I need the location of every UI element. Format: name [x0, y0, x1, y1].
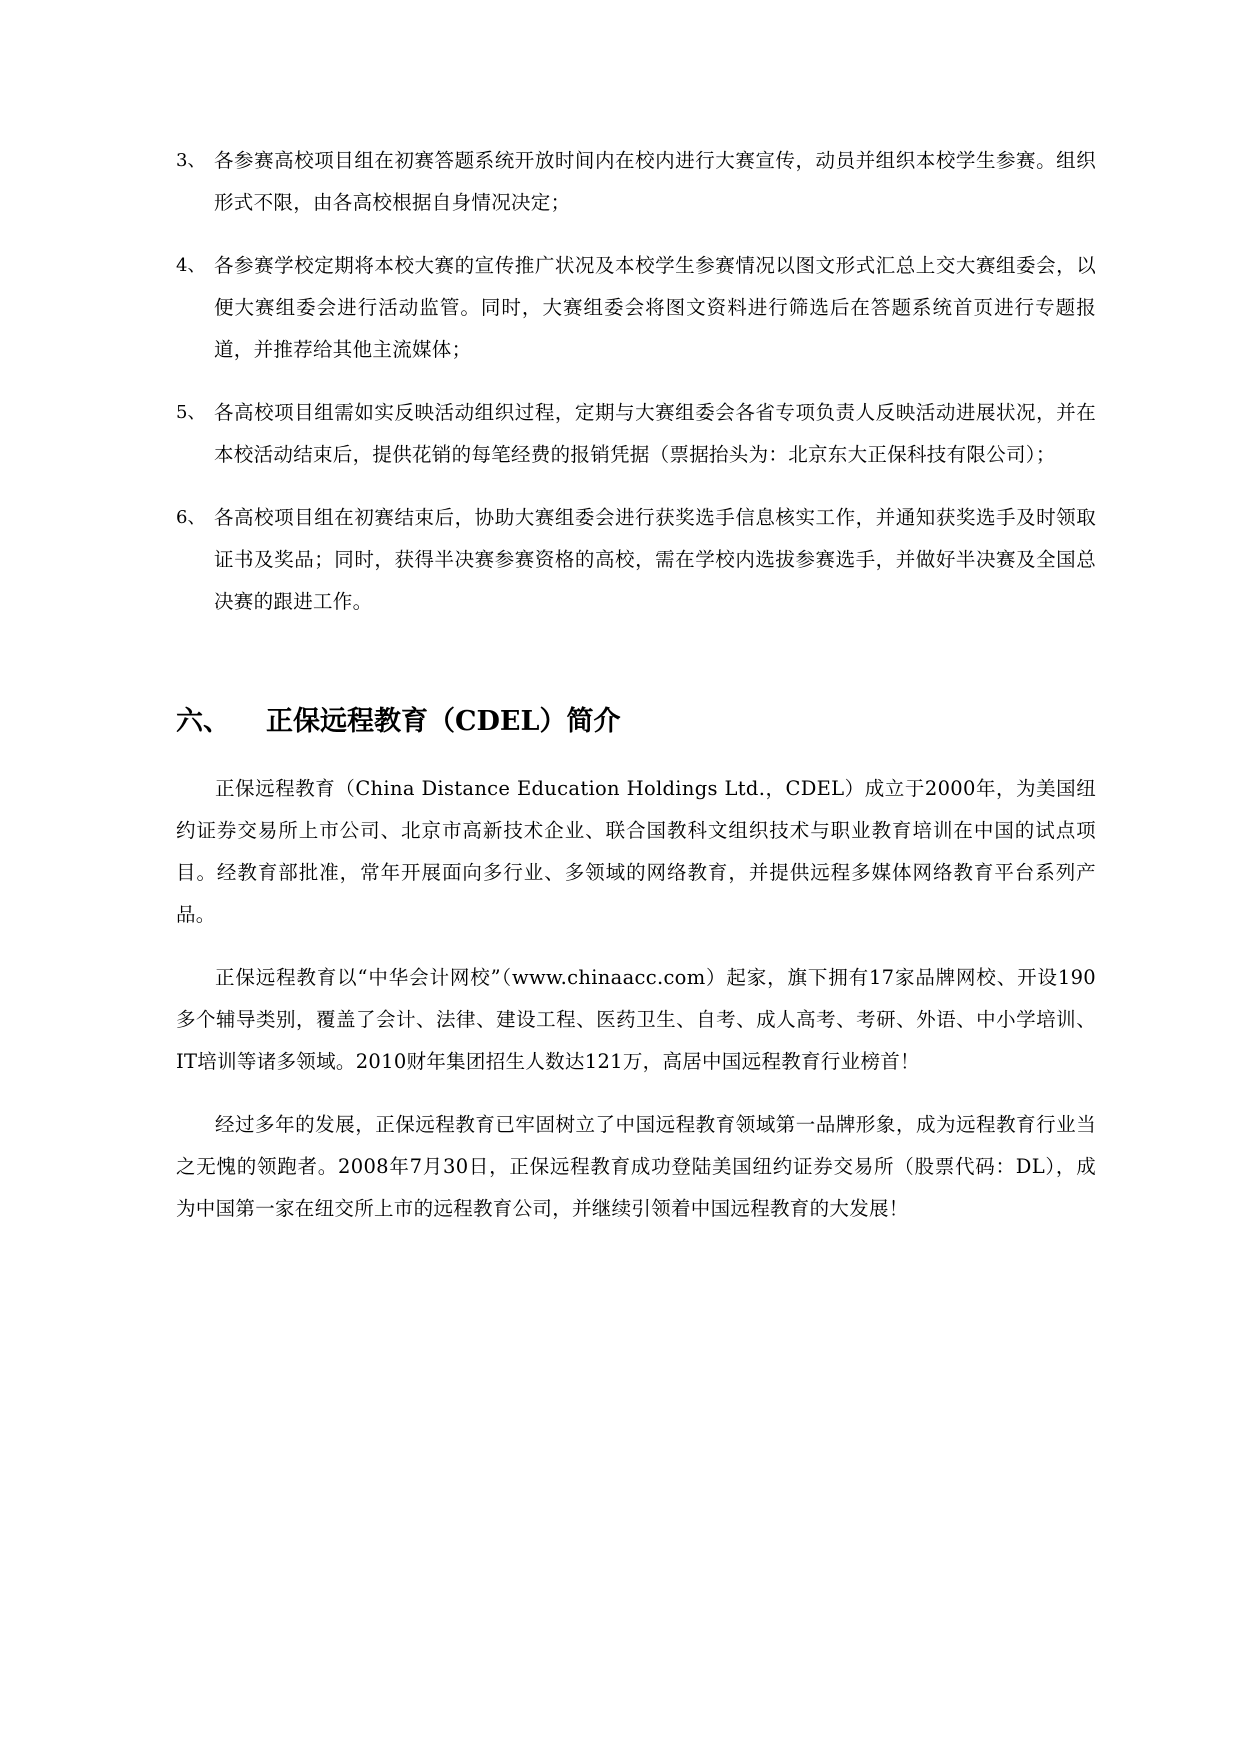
- section-number: 六、: [176, 706, 230, 737]
- list-item-number: 3、: [176, 150, 206, 171]
- paragraph: 正保远程教育（China Distance Education Holdings Ltd.，CDEL）成立于2000年，为美国纽约证券交易所上市公司、北京市高新技术企业、联合国教科文组织技术与职业教育培训在中国的试点项目。经教育部批准，常年开展面向多行业、多领域的网络教育，并提供远程多媒体网络教育平台系列产品。: [176, 777, 1096, 926]
- numbered-list: [176, 140, 1096, 644]
- section-heading: [176, 702, 620, 742]
- list-item-number: 6、: [176, 507, 206, 528]
- list-item-text: 各参赛高校项目组在初赛答题系统开放时间内在校内进行大赛宣传，动员并组织本校学生参赛。组织形式不限，由各高校根据自身情况决定；: [214, 149, 1096, 214]
- list-item: [176, 245, 1096, 371]
- list-item-text: 各参赛学校定期将本校大赛的宣传推广状况及本校学生参赛情况以图文形式汇总上交大赛组委会，以便大赛组委会进行活动监管。同时，大赛组委会将图文资料进行筛选后在答题系统首页进行专题报道，并推荐给其他主流媒体；: [214, 254, 1096, 361]
- paragraph: 经过多年的发展，正保远程教育已牢固树立了中国远程教育领域第一品牌形象，成为远程教育行业当之无愧的领跑者。2008年7月30日，正保远程教育成功登陆美国纽约证券交易所（股票代码：DL），成为中国第一家在纽交所上市的远程教育公司，并继续引领着中国远程教育的大发展！: [176, 1113, 1096, 1220]
- list-item-text: 各高校项目组需如实反映活动组织过程，定期与大赛组委会各省专项负责人反映活动进展状况，并在本校活动结束后，提供花销的每笔经费的报销凭据（票据抬头为：北京东大正保科技有限公司）；: [214, 401, 1096, 466]
- list-item-number: 5、: [176, 402, 206, 423]
- list-item-number: 4、: [176, 255, 206, 276]
- list-item: [176, 140, 1096, 224]
- paragraph: 正保远程教育以“中华会计网校”（www.chinaacc.com）起家，旗下拥有17家品牌网校、开设190多个辅导类别，覆盖了会计、法律、建设工程、医药卫生、自考、成人高考、考研、外语、中小学培训、IT培训等诸多领域。2010财年集团招生人数达121万，高居中国远程教育行业榜首！: [176, 966, 1096, 1073]
- list-item: [176, 497, 1096, 623]
- section-title: 正保远程教育（CDEL）简介: [266, 706, 621, 737]
- section-body: [176, 768, 1096, 1251]
- list-item: [176, 392, 1096, 476]
- list-item-text: 各高校项目组在初赛结束后，协助大赛组委会进行获奖选手信息核实工作，并通知获奖选手及时领取证书及奖品；同时，获得半决赛参赛资格的高校，需在学校内选拔参赛选手，并做好半决赛及全国总决赛的跟进工作。: [214, 506, 1096, 613]
